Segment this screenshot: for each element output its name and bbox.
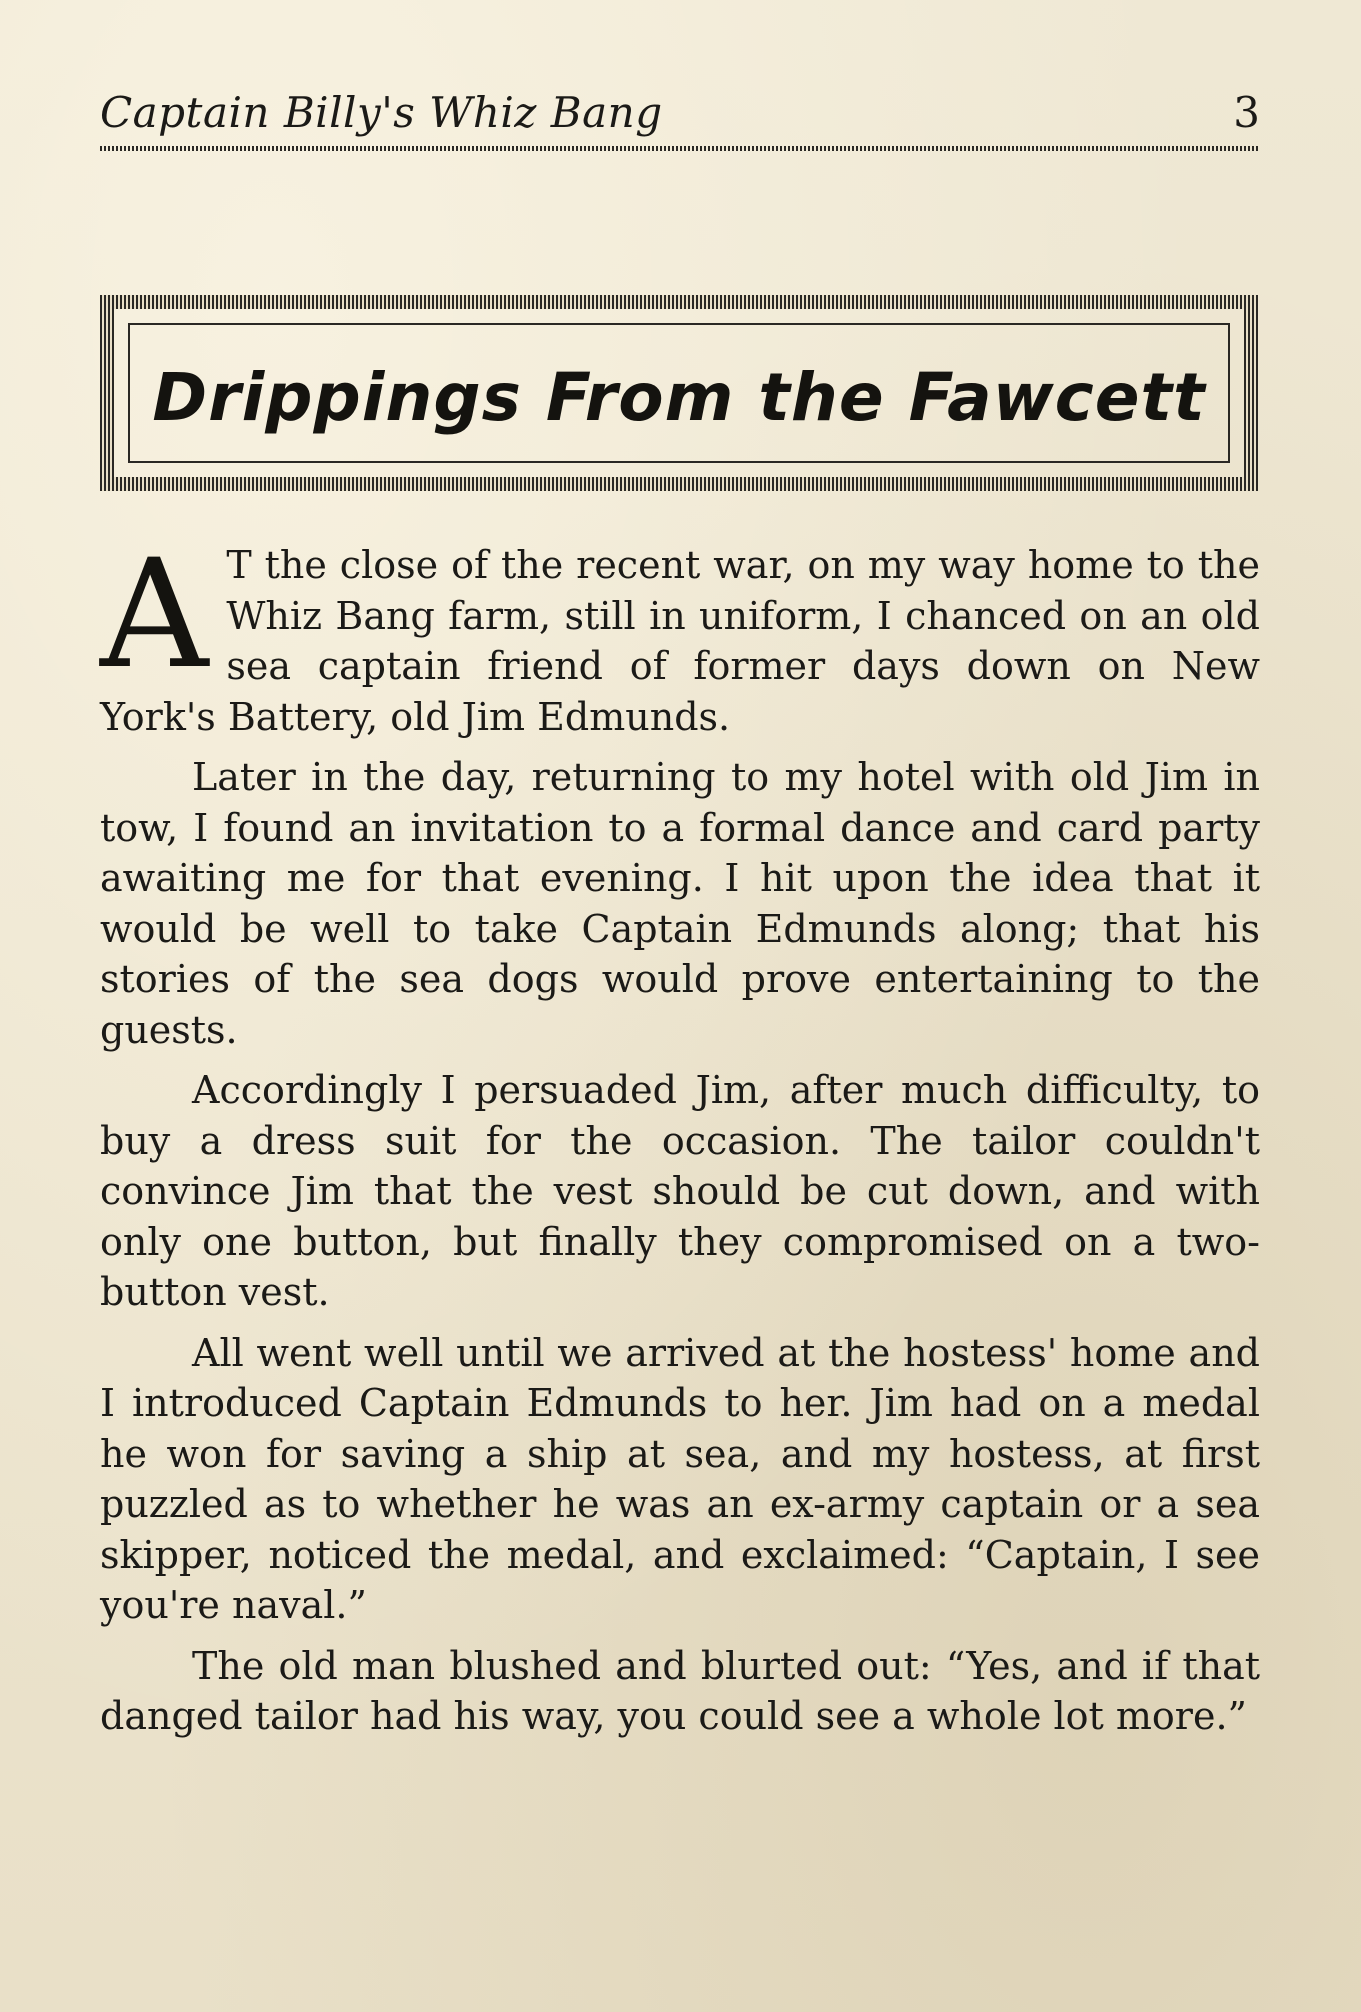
page-number: 3 [1233,88,1260,137]
article-title: Drippings From the Fawcett [152,359,1206,436]
header-rule [100,146,1260,151]
running-header [100,88,1260,148]
paragraph-5: The old man blushed and blurted out: “Yes, and if that danged tailor had his way, you could see a whole lot more.” [100,1643,1260,1738]
paragraph-4: All went well until we arrived at the hostess' home and I introduced Captain Edmunds to her. Jim had on a medal he won for saving a ship at sea, and my hostess, at first puzzled as to whether he was an ex-army captain or a sea skipper, noticed the medal, and exclaimed: “Captain, I see you're naval.” [100,1330,1260,1627]
article-body [100,528,1260,1752]
magazine-title: Captain Billy's Whiz Bang [100,88,663,137]
drop-cap: A [100,528,209,702]
paragraph-1-text: T the close of the recent war, on my way home to the Whiz Bang farm, still in uniform, I chanced on an old sea captain friend of former days down on New York's Battery, old Jim Edmunds. [100,543,1260,739]
paragraph-1 [100,528,1260,742]
paragraph-2: Later in the day, returning to my hotel with old Jim in tow, I found an invitation to a formal dance and card party awaiting me for that evening. I hit upon the idea that it would be well to take Captain Edmunds along; that his stories of the sea dogs would prove entertaining to the guests. [100,755,1260,1052]
title-box [100,295,1258,491]
paragraph-3: Accordingly I persuaded Jim, after much difficulty, to buy a dress suit for the occasion. The tailor couldn't convince Jim that the vest should be cut down, and with only one button, but finally they compromised on a two-button vest. [100,1068,1260,1314]
